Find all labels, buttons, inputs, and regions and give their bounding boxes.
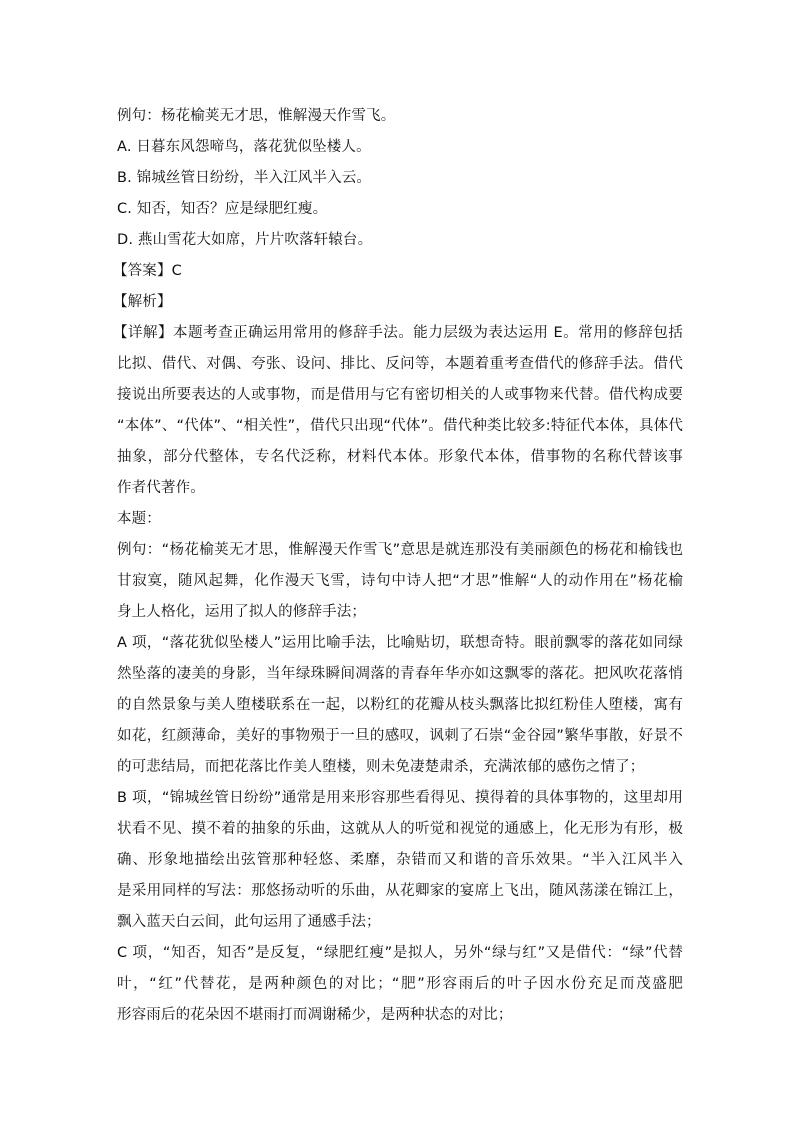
option-a-analysis-line: 的自然景象与美人堕楼联系在一起，以粉红的花瓣从枝头飘落比拟红粉佳人堕楼，寓有 (117, 697, 683, 713)
example-analysis-line: 例句：“杨花榆荚无才思，惟解漫天作雪飞”意思是就连那没有美丽颜色的杨花和榆钱也 (117, 542, 683, 558)
option-a-analysis-line: 如花，红颜薄命，美好的事物殒于一旦的感叹，讽刺了石崇“金谷园”繁华事散，好景不 (117, 728, 683, 744)
document-body (113, 101, 683, 1031)
detail-paragraph-line: 接说出所要表达的人或事物，而是借用与它有密切相关的人或事物来代替。借代构成要 (117, 387, 683, 403)
detail-paragraph-line: 抽象，部分代整体，专名代泛称，材料代本体。形象代本体，借事物的名称代替该事 (117, 449, 683, 465)
detail-paragraph-line: 作者代著作。 (117, 480, 205, 496)
detail-paragraph-line: “本体”、“代体”、“相关性”，借代只出现“代体”。借代种类比较多:特征代本体，具体代 (117, 418, 683, 434)
option-b-analysis-line: B 项，“锦城丝管日纷纷”通常是用来形容那些看得见、摸得着的具体事物的，这里却用 (117, 790, 683, 806)
answer-line: 【答案】C (113, 263, 182, 279)
option-a: A. 日暮东风怨啼鸟，落花犹似坠楼人。 (117, 139, 371, 155)
option-a-analysis-line: 的可悲结局，而把花落比作美人堕楼，则未免凄楚肃杀，充满浓郁的感伤之情了； (117, 759, 645, 775)
option-d: D. 燕山雪花大如席，片片吹落轩辕台。 (117, 232, 373, 248)
example-sentence: 例句：杨花榆荚无才思，惟解漫天作雪飞。 (117, 108, 396, 124)
option-c: C. 知否，知否？应是绿肥红瘦。 (117, 201, 328, 217)
detail-paragraph-line: 【详解】本题考查正确运用常用的修辞手法。能力层级为表达运用 E。常用的修辞包括 (113, 325, 683, 341)
detail-paragraph-line: 比拟、借代、对偶、夸张、设问、排比、反问等，本题着重考查借代的修辞手法。借代 (117, 356, 683, 372)
option-c-analysis-line: C 项，“知否，知否”是反复，“绿肥红瘦”是拟人，另外“绿与红”又是借代：“绿”代替 (117, 945, 683, 961)
example-analysis-line: 身上人格化，运用了拟人的修辞手法； (117, 604, 367, 620)
this-question-label: 本题： (117, 511, 161, 527)
option-b-analysis-line: 确、形象地描绘出弦管那种轻悠、柔靡，杂错而又和谐的音乐效果。“半入江风半入 (117, 852, 683, 868)
option-b-analysis-line: 是采用同样的写法：那悠扬动听的乐曲，从花卿家的宴席上飞出，随风荡漾在锦江上， (117, 883, 683, 899)
option-b-analysis-line: 状看不见、摸不着的抽象的乐曲，这就从人的听觉和视觉的通感上，化无形为有形，极 (117, 821, 683, 837)
option-c-analysis-line: 叶，“红”代替花，是两种颜色的对比；“肥”形容雨后的叶子因水份充足而茂盛肥 (117, 976, 683, 992)
option-a-analysis-line: 然坠落的凄美的身影，当年绿珠瞬间凋落的青春年华亦如这飘零的落花。把风吹花落悄 (117, 666, 683, 682)
option-c-analysis-line: 形容雨后的花朵因不堪雨打而凋谢稀少，是两种状态的对比； (117, 1007, 513, 1023)
option-b-analysis-line: 飘入蓝天白云间，此句运用了通感手法； (117, 914, 381, 930)
analysis-heading: 【解析】 (113, 294, 172, 310)
example-analysis-line: 甘寂寞，随风起舞，化作漫天飞雪，诗句中诗人把“才思”惟解“人的动作用在”杨花榆 (117, 573, 683, 589)
option-b: B. 锦城丝管日纷纷，半入江风半入云。 (117, 170, 372, 186)
option-a-analysis-line: A 项，“落花犹似坠楼人”运用比喻手法，比喻贴切，联想奇特。眼前飘零的落花如同绿 (117, 635, 683, 651)
